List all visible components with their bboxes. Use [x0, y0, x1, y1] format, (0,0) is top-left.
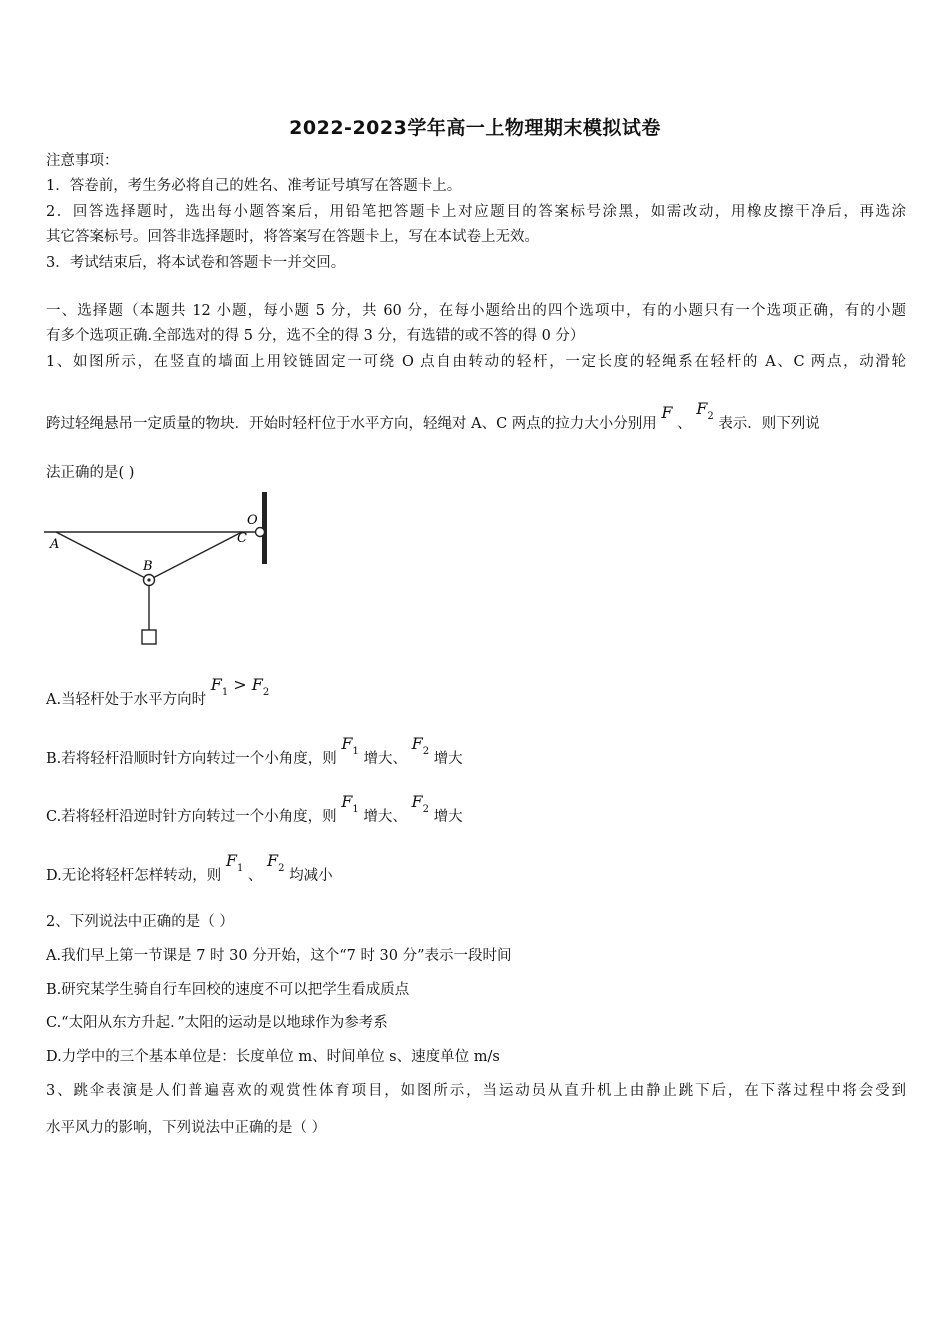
label-o: O	[247, 513, 258, 528]
q2-option-c: C.“太阳从东方升起．”太阳的运动是以地球作为参考系	[46, 1015, 388, 1031]
q1-option-b	[46, 734, 906, 775]
q1-option-d-f2: $F_2$	[267, 851, 285, 875]
q1-option-a-formula: $F_1 > F_2$	[210, 675, 270, 699]
notice-item-1: 1．答卷前，考生务必将自己的姓名、准考证号填写在答题卡上。	[46, 178, 462, 194]
q1-stem-a: 1、如图所示，在竖直的墙面上用铰链固定一可绕 O 点自由转动的轻杆，一定长度的轻绳系在轻杆的 A、C 两点，动滑轮	[46, 354, 906, 370]
q1-figure-rod-pulley	[44, 490, 274, 650]
q1-option-c-text: C.若将轻杆沿逆时针方向转过一个小角度，则	[46, 809, 337, 825]
q1-option-d	[46, 851, 906, 892]
exam-title: 2022-2023学年高一上物理期末模拟试卷	[289, 117, 661, 139]
q1-option-b-tail: 增大	[433, 751, 463, 767]
q2-option-b: B.研究某学生骑自行车回校的速度不可以把学生看成质点	[46, 982, 410, 998]
section-1-intro-b: 有多个选项正确.全部选对的得 5 分，选不全的得 3 分，有选错的或不答的得 0 分）	[46, 328, 585, 344]
q1-option-b-text: B.若将轻杆沿顺时针方向转过一个小角度，则	[46, 751, 337, 767]
label-b: B	[143, 559, 153, 574]
q1-option-a-text: A.当轻杆处于水平方向时	[46, 692, 207, 708]
q1-option-c-f1: $F_1$	[341, 792, 359, 816]
q1-option-a	[46, 675, 906, 716]
notice-heading: 注意事项：	[46, 153, 119, 169]
block	[142, 630, 156, 644]
q1-symbol-f2: $F_2$	[696, 399, 714, 423]
q1-option-d-tail: 均减小	[289, 868, 333, 884]
label-c: C	[237, 531, 247, 546]
q2-option-a: A.我们早上第一节课是 7 时 30 分开始，这个“7 时 30 分”表示一段时间	[46, 948, 512, 964]
q1-option-b-f1: $F_1$	[341, 734, 359, 758]
q1-separator: 、	[677, 416, 692, 432]
q1-option-d-mid: 、	[247, 868, 263, 884]
q1-symbol-f1: F	[661, 403, 673, 422]
q1-option-b-f2: $F_2$	[411, 734, 430, 758]
q1-stem-b-tail: 表示．则下列说	[718, 416, 820, 432]
pulley-axle	[147, 578, 150, 581]
q1-option-c-f2: $F_2$	[411, 792, 429, 816]
section-1-intro-a: 一、选择题（本题共 12 小题，每小题 5 分，共 60 分，在每小题给出的四个选项中，有的小题只有一个选项正确，有的小题	[46, 303, 906, 319]
label-a: A	[50, 537, 60, 552]
notice-item-3: 3．考试结束后，将本试卷和答题卡一并交回。	[46, 255, 346, 271]
q1-stem-b-text: 跨过轻绳悬吊一定质量的物块．开始时轻杆位于水平方向，轻绳对 A、C 两点的拉力大小分别用	[46, 416, 657, 432]
q3-stem-b: 水平风力的影响，下列说法中正确的是（ ）	[46, 1120, 327, 1136]
q1-stem-b	[46, 399, 906, 440]
notice-item-2a: 2．回答选择题时，选出每小题答案后，用铅笔把答题卡上对应题目的答案标号涂黑，如需改动，用橡皮擦干净后，再选涂	[46, 204, 906, 220]
q2-option-d: D.力学中的三个基本单位是：长度单位 m、时间单位 s、速度单位 m/s	[46, 1049, 500, 1065]
q3-stem-a: 3、跳伞表演是人们普遍喜欢的观赏性体育项目，如图所示，当运动员从直升机上由静止跳下后，在下落过程中将会受到	[46, 1083, 906, 1099]
notice-item-2b: 其它答案标号。回答非选择题时，将答案写在答题卡上，写在本试卷上无效。	[46, 229, 539, 245]
q1-option-c	[46, 792, 906, 833]
q1-option-c-tail: 增大	[433, 809, 463, 825]
q2-stem: 2、下列说法中正确的是（ ）	[46, 914, 234, 930]
q1-option-b-mid: 增大、	[363, 751, 407, 767]
q1-stem-c: 法正确的是( )	[46, 465, 135, 481]
q1-option-c-mid: 增大、	[363, 809, 407, 825]
q1-option-d-f1: $F_1$	[225, 851, 244, 875]
hinge-o	[256, 528, 265, 537]
q1-option-d-text: D.无论将轻杆怎样转动，则	[46, 868, 222, 884]
